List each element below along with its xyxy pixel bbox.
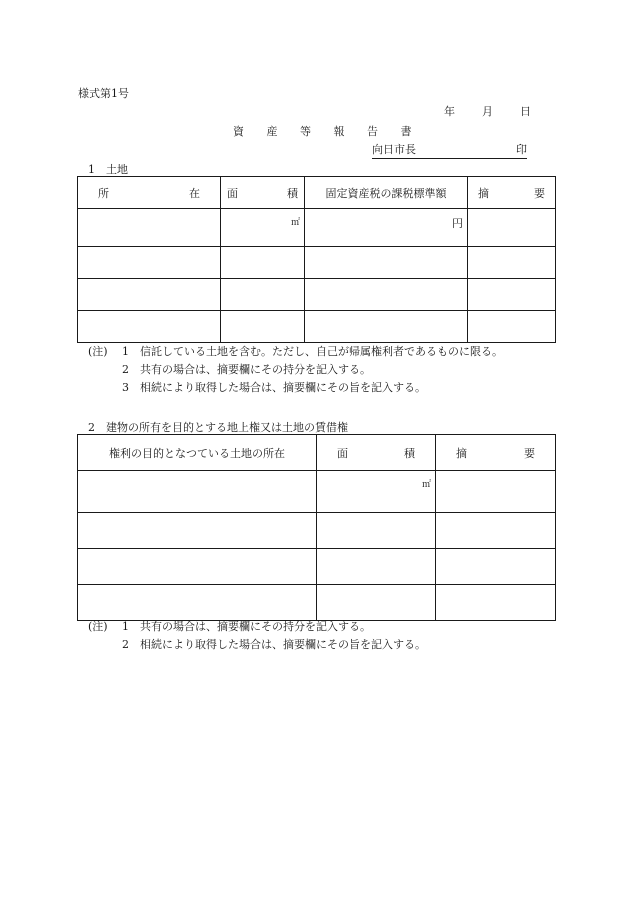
table-row — [78, 279, 556, 311]
section2-heading — [88, 419, 348, 435]
title-char: 資 — [233, 125, 244, 138]
table-header-row — [78, 435, 556, 471]
area-cell[interactable] — [221, 209, 305, 247]
table-header-row — [78, 177, 556, 209]
remarks-cell[interactable] — [436, 471, 556, 513]
header-tax-base: 固定資産税の課税標準額 — [305, 177, 468, 209]
addressee-name: 向日市長 — [372, 143, 416, 156]
area-cell[interactable] — [317, 585, 436, 621]
header-area: 面 積 — [317, 435, 436, 471]
remarks-cell[interactable] — [436, 549, 556, 585]
date-month-label: 月 — [482, 105, 493, 118]
header-remarks: 摘 要 — [468, 177, 556, 209]
land-table — [77, 176, 556, 343]
date-year-label: 年 — [444, 105, 455, 118]
date-line — [444, 103, 531, 119]
document-title — [233, 123, 431, 139]
remarks-cell[interactable] — [436, 513, 556, 549]
form-number: 様式第1号 — [78, 87, 129, 100]
table-row — [78, 513, 556, 549]
section2-number: 2 — [88, 421, 95, 434]
title-char: 報 — [333, 125, 345, 138]
tax-base-cell[interactable] — [305, 311, 468, 343]
table-row — [78, 209, 556, 247]
header-area: 面 積 — [221, 177, 305, 209]
note-item: 3 相続により取得した場合は、摘要欄にその旨を記入する。 — [122, 381, 426, 394]
unit-square-meter: ㎡ — [290, 218, 300, 228]
section1-title: 土地 — [106, 163, 128, 176]
table-row — [78, 549, 556, 585]
remarks-cell[interactable] — [468, 311, 556, 343]
land-location-cell[interactable] — [78, 585, 317, 621]
note-item: (注) 1 共有の場合は、摘要欄にその持分を記入する。 — [88, 618, 426, 636]
tax-base-cell[interactable] — [305, 209, 468, 247]
remarks-cell[interactable] — [468, 247, 556, 279]
location-cell[interactable] — [78, 279, 221, 311]
land-location-cell[interactable] — [78, 471, 317, 513]
date-day-label: 日 — [520, 105, 531, 118]
area-cell[interactable] — [221, 279, 305, 311]
section1-notes — [88, 343, 503, 397]
note-item: 2 相続により取得した場合は、摘要欄にその旨を記入する。 — [122, 638, 426, 651]
area-cell[interactable] — [221, 247, 305, 279]
addressee-line — [372, 141, 527, 159]
location-cell[interactable] — [78, 311, 221, 343]
land-location-cell[interactable] — [78, 549, 317, 585]
title-char: 告 — [367, 125, 378, 138]
header-land-location: 権利の目的となつている土地の所在 — [78, 435, 317, 471]
leasehold-table — [77, 434, 556, 621]
section1-heading — [88, 161, 128, 177]
section1-number: 1 — [88, 163, 95, 176]
table-row — [78, 247, 556, 279]
section2-notes — [88, 618, 426, 654]
table-row — [78, 585, 556, 621]
area-cell[interactable] — [221, 311, 305, 343]
note-item: (注) 1 信託している土地を含む。ただし、自己が帰属権利者であるものに限る。 — [88, 343, 503, 361]
remarks-cell[interactable] — [436, 585, 556, 621]
tax-base-cell[interactable] — [305, 279, 468, 311]
note-item: 2 共有の場合は、摘要欄にその持分を記入する。 — [122, 363, 371, 376]
remarks-cell[interactable] — [468, 279, 556, 311]
unit-yen: 円 — [452, 217, 463, 230]
header-remarks: 摘 要 — [436, 435, 556, 471]
area-cell[interactable] — [317, 513, 436, 549]
location-cell[interactable] — [78, 247, 221, 279]
title-char: 産 — [266, 125, 278, 138]
title-char: 等 — [300, 125, 311, 138]
header-location: 所 在 — [78, 177, 221, 209]
location-cell[interactable] — [78, 209, 221, 247]
seal-mark: 印 — [516, 143, 527, 156]
section2-title: 建物の所有を目的とする地上権又は土地の賃借権 — [106, 421, 348, 434]
notes-label: (注) — [88, 345, 108, 358]
area-cell[interactable] — [317, 549, 436, 585]
unit-square-meter: ㎡ — [421, 480, 431, 490]
notes-label: (注) — [88, 620, 108, 633]
remarks-cell[interactable] — [468, 209, 556, 247]
tax-base-cell[interactable] — [305, 247, 468, 279]
land-location-cell[interactable] — [78, 513, 317, 549]
area-cell[interactable] — [317, 471, 436, 513]
table-row — [78, 311, 556, 343]
table-row — [78, 471, 556, 513]
title-char: 書 — [400, 125, 412, 138]
